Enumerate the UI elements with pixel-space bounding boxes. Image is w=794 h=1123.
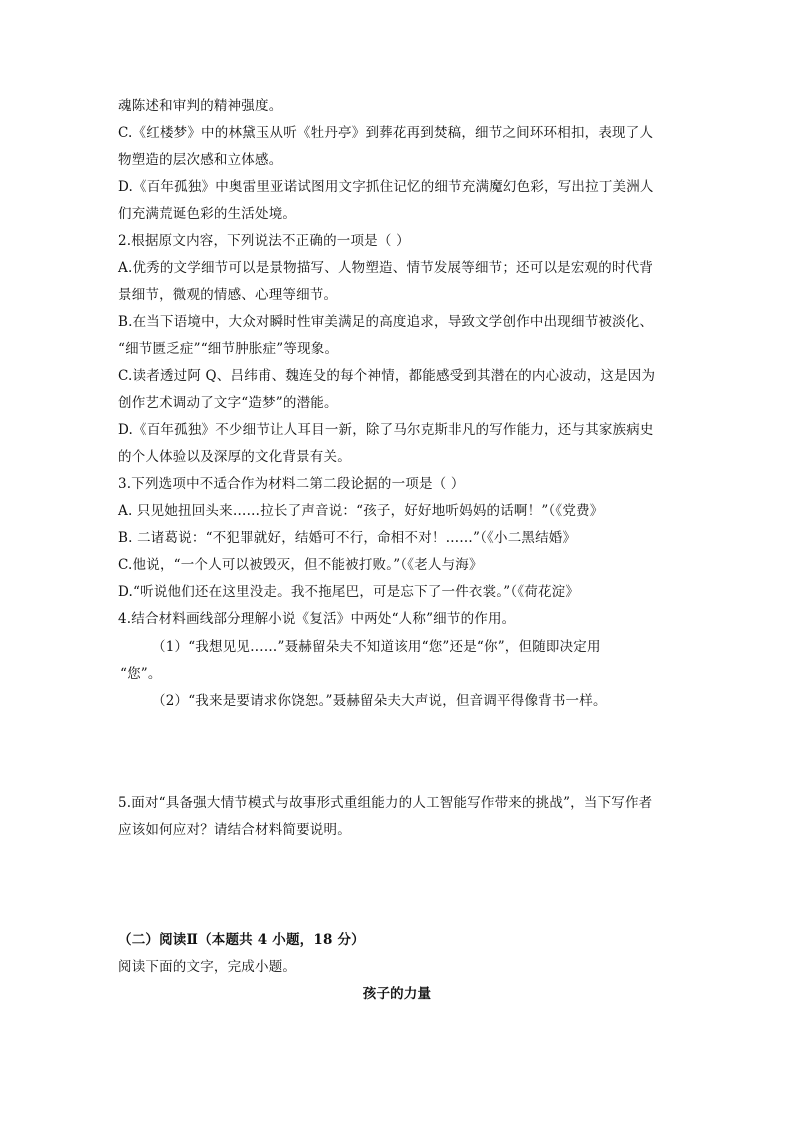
q3-option-a: A. 只见她扭回头来……拉长了声音说：“孩子，好好地听妈妈的话啊！”（《党费》 <box>118 503 604 519</box>
q1-option-c-line2: 物塑造的层次感和立体感。 <box>118 152 283 168</box>
q3-option-d: D.“听说他们还在这里没走。我不拖尾巴，可是忘下了一件衣裳。”（《荷花淀》 <box>118 584 580 600</box>
q4-item1-line1: （1）“我想见见……”聂赫留朵夫不知道该用“您”还是“你”，但随即决定用 <box>152 639 601 655</box>
q3-option-b: B. 二诸葛说：“不犯罪就好，结婚可不行，命相不对！……”（《小二黑结婚》 <box>118 530 577 546</box>
q2-option-d-line2: 的个人体验以及深厚的文化背景有关。 <box>118 449 351 465</box>
q2-option-a-line1: A.优秀的文学细节可以是景物描写、人物塑造、情节发展等细节；还可以是宏观的时代背 <box>118 260 654 276</box>
q3-stem: 3.下列选项中不适合作为材料二第二段论据的一项是（ ） <box>118 476 465 492</box>
q1-option-d-line2: 们充满荒诞色彩的生活处境。 <box>118 206 297 222</box>
section2-instruction: 阅读下面的文字，完成小题。 <box>118 959 297 975</box>
article-title: 孩子的力量 <box>362 986 432 1002</box>
q2-option-c-line2: 创作艺术调动了文字“造梦”的潜能。 <box>118 395 338 411</box>
q5-line2: 应该如何应对？请结合材料简要说明。 <box>118 822 351 838</box>
q2-option-d-line1: D.《百年孤独》不少细节让人耳目一新，除了马尔克斯非凡的写作能力，还与其家族病史 <box>118 422 654 438</box>
q5-line1: 5.面对“具备强大情节模式与故事形式重组能力的人工智能写作带来的挑战”，当下写作者 <box>118 795 653 811</box>
q2-stem: 2.根据原文内容，下列说法不正确的一项是（ ） <box>118 233 410 249</box>
q2-option-c-line1: C.读者透过阿 Q、吕纬甫、魏连殳的每个神情，都能感受到其潜在的内心波动，这是因为 <box>118 368 656 384</box>
q3-option-c: C.他说，“一个人可以被毁灭，但不能被打败。”（《老人与海》 <box>118 557 483 573</box>
q1-option-c-line1: C.《红楼梦》中的林黛玉从听《牡丹亭》到葬花再到焚稿，细节之间环环相扣，表现了人 <box>118 125 654 141</box>
q4-item1-line2: “您”。 <box>120 666 162 682</box>
q4-stem: 4.结合材料画线部分理解小说《复活》中两处“人称”细节的作用。 <box>118 611 516 627</box>
q1-option-d-line1: D.《百年孤独》中奥雷里亚诺试图用文字抓住记忆的细节充满魔幻色彩，写出拉丁美洲人 <box>118 179 654 195</box>
section2-heading: （二）阅读Ⅱ（本题共 4 小题，18 分） <box>118 932 365 948</box>
q4-item2: （2）“我来是要请求你饶恕。”聂赫留朵夫大声说，但音调平得像背书一样。 <box>152 693 607 709</box>
passage-tail: 魂陈述和审判的精神强度。 <box>118 98 283 114</box>
q2-option-b-line1: B.在当下语境中，大众对瞬时性审美满足的高度追求，导致文学创作中出现细节被淡化、 <box>118 314 654 330</box>
q2-option-b-line2: “细节匮乏症”“细节肿胀症”等现象。 <box>118 341 339 357</box>
q2-option-a-line2: 景细节，微观的情感、心理等细节。 <box>118 287 338 303</box>
